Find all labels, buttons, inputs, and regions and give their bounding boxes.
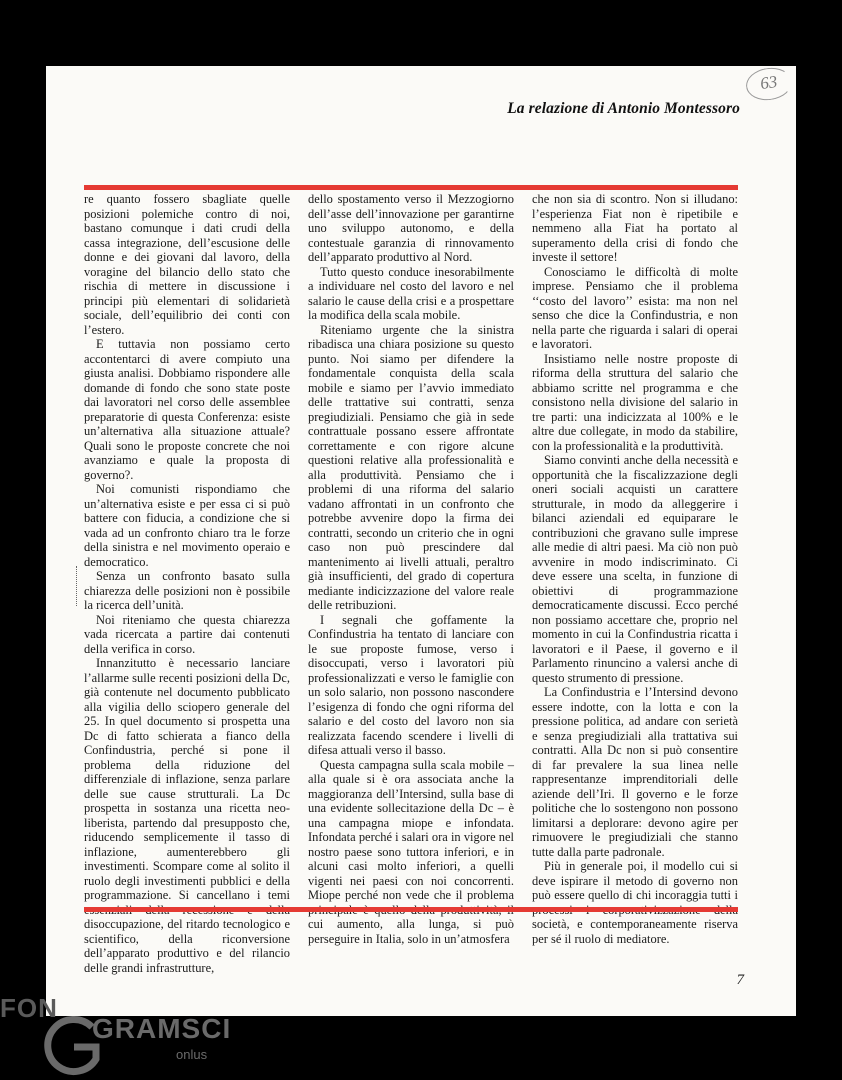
watermark (0, 985, 250, 1080)
paragraph: Tutto questo conduce inesorabilmente a individuare nel costo del lavoro e nel salario le cause della crisi e a prospettare la modifica della scala mobile. (308, 264, 514, 322)
paragraph: I segnali che goffamente la Confindustria ha tentato di lanciare con le sue proposte fumose, verso i disoccupati, verso i lavoratori più professionalizzati e verso le famiglie con un solo salario, non possono nascondere l’esigenza di fondo che ogni riforma del salario e del costo del lavoro non sia realizzata facendo scendere i livelli di difesa attuali verso il basso. (308, 612, 514, 757)
paragraph: La Confindustria e l’Intersind devono essere indotte, con la lotta e con la pressione politica, ad andare con serietà e senza pregiudiziali alla trattativa sui contratti. Alla Dc non si può consentire di far prevalere la sua linea nelle rappresentanze imprenditoriali delle aziende dell’Iri. Il governo e le forze politiche che lo sostengono non possono limitarsi a deplorare: devono agire per rimuovere le pregiudiziali che stanno tutte dalla parte padronale. (532, 685, 738, 859)
document-page (46, 66, 796, 1016)
paragraph: Senza un confronto basato sulla chiarezza delle posizioni non è possibile la ricerca dell’unità. (84, 569, 290, 612)
column-2 (308, 192, 514, 946)
paragraph: Più in generale poi, il modello cui si deve ispirare il metodo di governo non può essere quello di chi incoraggia tutti i società, e contemporaneamente riserva per sé il ruolo di mediatore. (532, 859, 738, 946)
watermark-fon: FON (0, 993, 58, 1023)
text-columns (84, 192, 738, 975)
paragraph: Noi riteniamo che questa chiarezza vada ricercata a partire dai contenuti della verifica in corso. (84, 612, 290, 656)
paragraph: dello spostamento verso il Mezzogiorno dell’asse dell’innovazione per garantirne uno sviluppo autonomo, e della contestuale garanzia di rinnovamento dell’apparato produttivo al Nord. (308, 192, 514, 264)
paragraph: Noi comunisti rispondiamo che un’alternativa esiste e per essa ci si può battere con fiducia, a condizione che si vada ad un confronto chiaro tra le forze della sinistra e nel movimento operaio e democratico. (84, 482, 290, 569)
top-red-rule (84, 185, 738, 190)
paragraph: Insistiamo nelle nostre proposte di riforma della struttura del salario che abbiamo scritte nel programma e che consistono nella divisione del salario in tre parti: una indicizzata al 100% e le altre due collegate, in modo da stabilire, con la professionalità e la produttività. (532, 351, 738, 453)
margin-marks (76, 566, 80, 606)
paragraph: Questa campagna sulla scala mobile – alla quale si è ora associata anche la maggioranza dell’Intersind, sulla base di una evidente sollecitazione della Dc – è una campagna miope e infondata. Infondata perché i salari ora in vigore nel nostro paese sono tuttora inferiori, e in alcuni casi molto inferiori, a quelli vigenti nei paesi con noi concorrenti. Miope perché non vede che il problema cui aumento, alla lunga, si può perseguire in Italia, solo in un’atmosfera (308, 757, 514, 946)
column-3 (532, 192, 738, 946)
handwritten-annotation: 63 (744, 66, 794, 103)
bottom-red-rule (84, 907, 738, 912)
page-header-title: La relazione di Antonio Montessoro (507, 100, 740, 117)
paragraph: che non sia di scontro. Non si illudano: l’esperienza Fiat non è ripetibile e nemmeno alla Fiat ha portato al superamento della crisi di fondo che investe il settore! (532, 192, 738, 264)
paragraph: Innanzitutto è necessario lanciare l’allarme sulle recenti posizioni della Dc, già contenute nel documento pubblicato alla vigilia dello sciopero generale del 25. In quel documento si prospetta una Dc di fatto schierata a fianco della Confindustria, perché si pone il problema della riduzione del differenziale di inflazione, senza parlare delle sue cause strutturali. La Dc prospetta in sostanza una ricetta neo-liberista, partendo dal presupposto che, riducendo semplicemente il tasso di inflazione, aumenterebbero gli investimenti. Scompare come al solito il ruolo degli investimenti pubblici e della programmazione. Si cancellano i temi disoccupazione, del ritardo tecnologico e scientifico, della riconversione dell’apparato produttivo e del rilancio delle grandi infrastrutture, (84, 656, 290, 975)
paragraph: Conosciamo le difficoltà di molte imprese. Pensiamo che il problema ‘‘costo del lavoro’’ esista: ma non nel senso che dice la Confindustria, e non nella parte che riguarda i salari di operai e lavoratori. (532, 264, 738, 351)
paragraph: re quanto fossero sbagliate quelle posizioni polemiche contro di noi, bastano comunque i dati crudi della cassa integrazione, dell’escusione delle donne e dei giovani dal lavoro, della voragine del bilancio dello stato che rischia di mettere in discussione i principi più elementari di solidarietà sociale, dell’equilibrio dei conti con l’estero. (84, 192, 290, 337)
watermark-onlus: onlus (176, 1047, 208, 1062)
paragraph: E tuttavia non possiamo certo accontentarci di avere compiuto una giusta analisi. Dobbiamo rispondere alle domande di fondo che sono state poste dai lavoratori nel corso delle assemblee preparatorie di questa Conferenza: esiste un’alternativa alla situazione attuale? Quali sono le proposte concrete che noi avanziamo e quale la proposta di governo?. (84, 337, 290, 482)
paragraph: Riteniamo urgente che la sinistra ribadisca una chiara posizione su questo punto. Noi siamo per difendere la fondamentale conquista della scala mobile e siamo per l’avvio immediato delle trattative sui contratti, senza pregiudiziali. Pensiamo che già in sede contrattuale possano essere affrontate correttamente e con rigore alcune questioni relative alla professionalità e alla produttività. Pensiamo che i problemi di una riforma del salario vadano affrontati in un confronto che potrebbe avvenire dopo la firma dei contratti, secondo un criterio che in ogni caso non può prescindere dal mantenimento ai livelli attuali, peraltro già insufficienti, del grado di copertura mediante indicizzazione del valore reale delle retribuzioni. (308, 322, 514, 612)
paragraph: Siamo convinti anche della necessità e opportunità che la fiscalizzazione degli oneri sociali acquisti un carattere strutturale, in modo da alleggerire i bilanci aziendali ed equiparare le contribuzioni che gravano sulle imprese alle medie di altri paesi. Ma ciò non può avvenire in modo indiscriminato. Ci deve essere una scelta, in funzione di obiettivi di programmazione democraticamente discussi. Ecco perché non possiamo accettare che, proprio nel momento in cui la Confindustria ricatta i lavoratori e il Paese, il governo e il Parlamento rinuncino a valersi anche di questo strumento di pressione. (532, 453, 738, 685)
watermark-gramsci: GRAMSCI (92, 1013, 232, 1044)
column-1 (84, 192, 290, 975)
page-number: 7 (736, 972, 744, 988)
